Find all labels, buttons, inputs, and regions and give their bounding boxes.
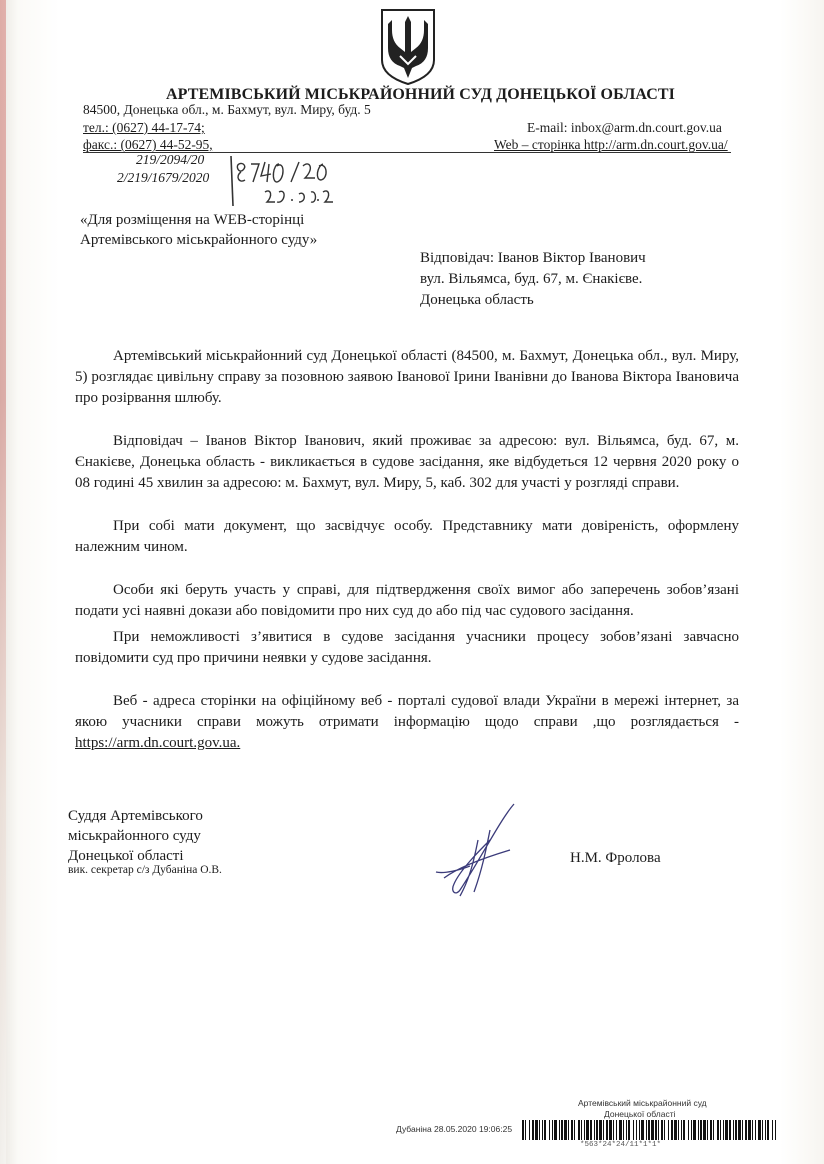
barcode-bar [678,1120,679,1140]
case-reference-2: 2/219/1679/2020 [117,170,210,185]
barcode-bar [707,1120,708,1140]
judge-title-line-2: міськрайонного суду [68,828,201,844]
page-edge-shadow [0,0,6,1164]
case-reference-1: 219/2094/20 [136,152,205,167]
barcode-bar [554,1120,557,1140]
barcode-bar [552,1120,553,1140]
barcode-bar [544,1120,546,1140]
barcode-bar [636,1120,637,1140]
barcode-bar [584,1120,585,1140]
barcode-bar [733,1120,734,1140]
respondent-street: вул. Вільямса, буд. 67, м. Єнакієве. [420,271,643,287]
barcode-bar [616,1120,617,1140]
barcode-bar [729,1120,731,1140]
barcode-bar [742,1120,743,1140]
barcode-bar [639,1120,640,1140]
barcode-bar [735,1120,737,1140]
barcode-bar [758,1120,761,1140]
barcode-bar [594,1120,595,1140]
registry-stamp-region: Донецької області [604,1109,676,1119]
barcode-bar [559,1120,560,1140]
barcode-bar [599,1120,602,1140]
barcode-bar [628,1120,630,1140]
barcode-bar [633,1120,634,1140]
barcode-bar [525,1120,526,1140]
barcode-bar [564,1120,567,1140]
barcode-bar [581,1120,582,1140]
barcode-bar [765,1120,766,1140]
judge-title-line-3: Донецької області [68,848,184,864]
barcode-bar [772,1120,773,1140]
barcode-bar [568,1120,569,1140]
barcode-bar [549,1120,550,1140]
handwritten-registration-mark [225,152,345,212]
web-note-line-1: «Для розміщення на WEB-сторінці [80,212,305,228]
court-website: Web – сторінка http://arm.dn.court.gov.ua/ [494,137,728,152]
barcode-bar [646,1120,647,1140]
judge-title-block [68,806,203,866]
barcode-bar [691,1120,692,1140]
paragraph-absence: При неможливості з’явитися в судове засідання учасники процесу зобов’язані завчасно повідомити суд про причини неявки у судове засідання. [75,629,739,666]
respondent-address-block [420,248,646,311]
barcode [522,1120,778,1140]
barcode-bar [681,1120,682,1140]
web-address-text: Веб - адреса сторінки на офіційному веб - порталі судової влади України в мережі інтернет, за якою учасники справи можуть отримати інформацію щодо справи ,що розглядається - [75,693,739,730]
barcode-bar [606,1120,608,1140]
barcode-bar [671,1120,673,1140]
barcode-bar [745,1120,747,1140]
paragraph-evidence: Особи які беруть участь у справі, для підтвердження своїх вимог або заперечень зобов’язані подати усі наявні докази або повідомити про них суд до або під час судового засідання. [75,582,739,619]
court-email: E-mail: inbox@arm.dn.court.gov.ua [527,120,722,135]
judge-title-line-1: Суддя Артемівського [68,808,203,824]
coat-of-arms-icon [378,8,438,86]
barcode-bar [703,1120,706,1140]
judge-name: Н.М. Фролова [570,850,661,866]
barcode-bar [725,1120,728,1140]
judge-signature [430,800,530,900]
barcode-bar [748,1120,751,1140]
barcode-bar [738,1120,741,1140]
paragraph-web-address [75,691,739,754]
barcode-bar [539,1120,540,1140]
barcode-bar [578,1120,580,1140]
barcode-bar [571,1120,573,1140]
barcode-bar [664,1120,665,1140]
registry-stamp-datetime: Дубаніна 28.05.2020 19:06:25 [396,1124,513,1134]
barcode-bar [693,1120,696,1140]
barcode-bar [767,1120,769,1140]
paragraph-summons: Відповідач – Іванов Віктор Іванович, який проживає за адресою: вул. Вільямса, буд. 67, м. Єнакієве, Донецька область - викликається в судове засідання, яке відбудеться 12 червня 2020 року о 08 годині 45 хвилин за адресою: м. Бахмут, вул. Миру, 5, каб. 302 для участі у розгляді справи. [75,433,739,491]
paragraph-case-description: Артемівський міськрайонний суд Донецької області (84500, м. Бахмут, Донецька обл., вул. Миру, 5) розглядає цивільну справу за позовною заявою Іванової Ірини Іванівни до Іванова Віктора Івановича про розірвання шлюбу. [75,348,739,406]
barcode-bar [651,1120,654,1140]
barcode-number: *563*24*24/11*1*1* [580,1141,662,1149]
barcode-bar [723,1120,724,1140]
barcode-bar [648,1120,650,1140]
barcode-bar [574,1120,575,1140]
barcode-bar [590,1120,592,1140]
court-portal-link[interactable]: https://arm.dn.court.gov.ua. [75,735,241,751]
web-note-line-2: Артемівського міськрайонного суду» [80,232,318,248]
court-title: АРТЕМІВСЬКИЙ МІСЬКРАЙОННИЙ СУД ДОНЕЦЬКОЇ ОБЛАСТІ [166,86,676,103]
barcode-bar [683,1120,685,1140]
barcode-bar [661,1120,663,1140]
barcode-bar [674,1120,677,1140]
barcode-bar [609,1120,612,1140]
barcode-bar [613,1120,614,1140]
barcode-bar [720,1120,721,1140]
web-publication-note [80,210,317,250]
barcode-bar [529,1120,530,1140]
paragraph-documents: При собі мати документ, що засвідчує особу. Представнику мати довіреність, оформлену належним чином. [75,518,739,555]
barcode-bar [717,1120,719,1140]
barcode-bar [623,1120,624,1140]
barcode-bar [668,1120,669,1140]
respondent-region: Донецька область [420,292,534,308]
barcode-bar [752,1120,753,1140]
barcode-bar [522,1120,524,1140]
letter-body [75,346,739,754]
barcode-bar [713,1120,714,1140]
barcode-bar [700,1120,702,1140]
barcode-bar [698,1120,699,1140]
barcode-bar [532,1120,534,1140]
court-phone: тел.: (0627) 44-17-74; [83,120,205,135]
registry-stamp-court: Артемівський міськрайонний суд [578,1098,707,1108]
barcode-bar [762,1120,763,1140]
barcode-bar [655,1120,657,1140]
barcode-bar [586,1120,589,1140]
secretary-name: вик. секретар с/з Дубаніна О.В. [68,864,222,876]
barcode-bar [710,1120,712,1140]
barcode-bar [535,1120,538,1140]
barcode-bar [775,1120,776,1140]
barcode-bar [596,1120,598,1140]
barcode-bar [603,1120,604,1140]
barcode-bar [658,1120,659,1140]
court-fax: факс.: (0627) 44-52-95, [83,137,213,152]
barcode-bar [688,1120,689,1140]
respondent-name: Відповідач: Іванов Віктор Іванович [420,250,646,266]
barcode-bar [619,1120,622,1140]
barcode-bar [641,1120,644,1140]
barcode-bar [755,1120,756,1140]
barcode-bar [542,1120,543,1140]
barcode-bar [561,1120,563,1140]
barcode-bar [626,1120,627,1140]
court-address: 84500, Донецька обл., м. Бахмут, вул. Миру, буд. 5 [83,102,371,117]
